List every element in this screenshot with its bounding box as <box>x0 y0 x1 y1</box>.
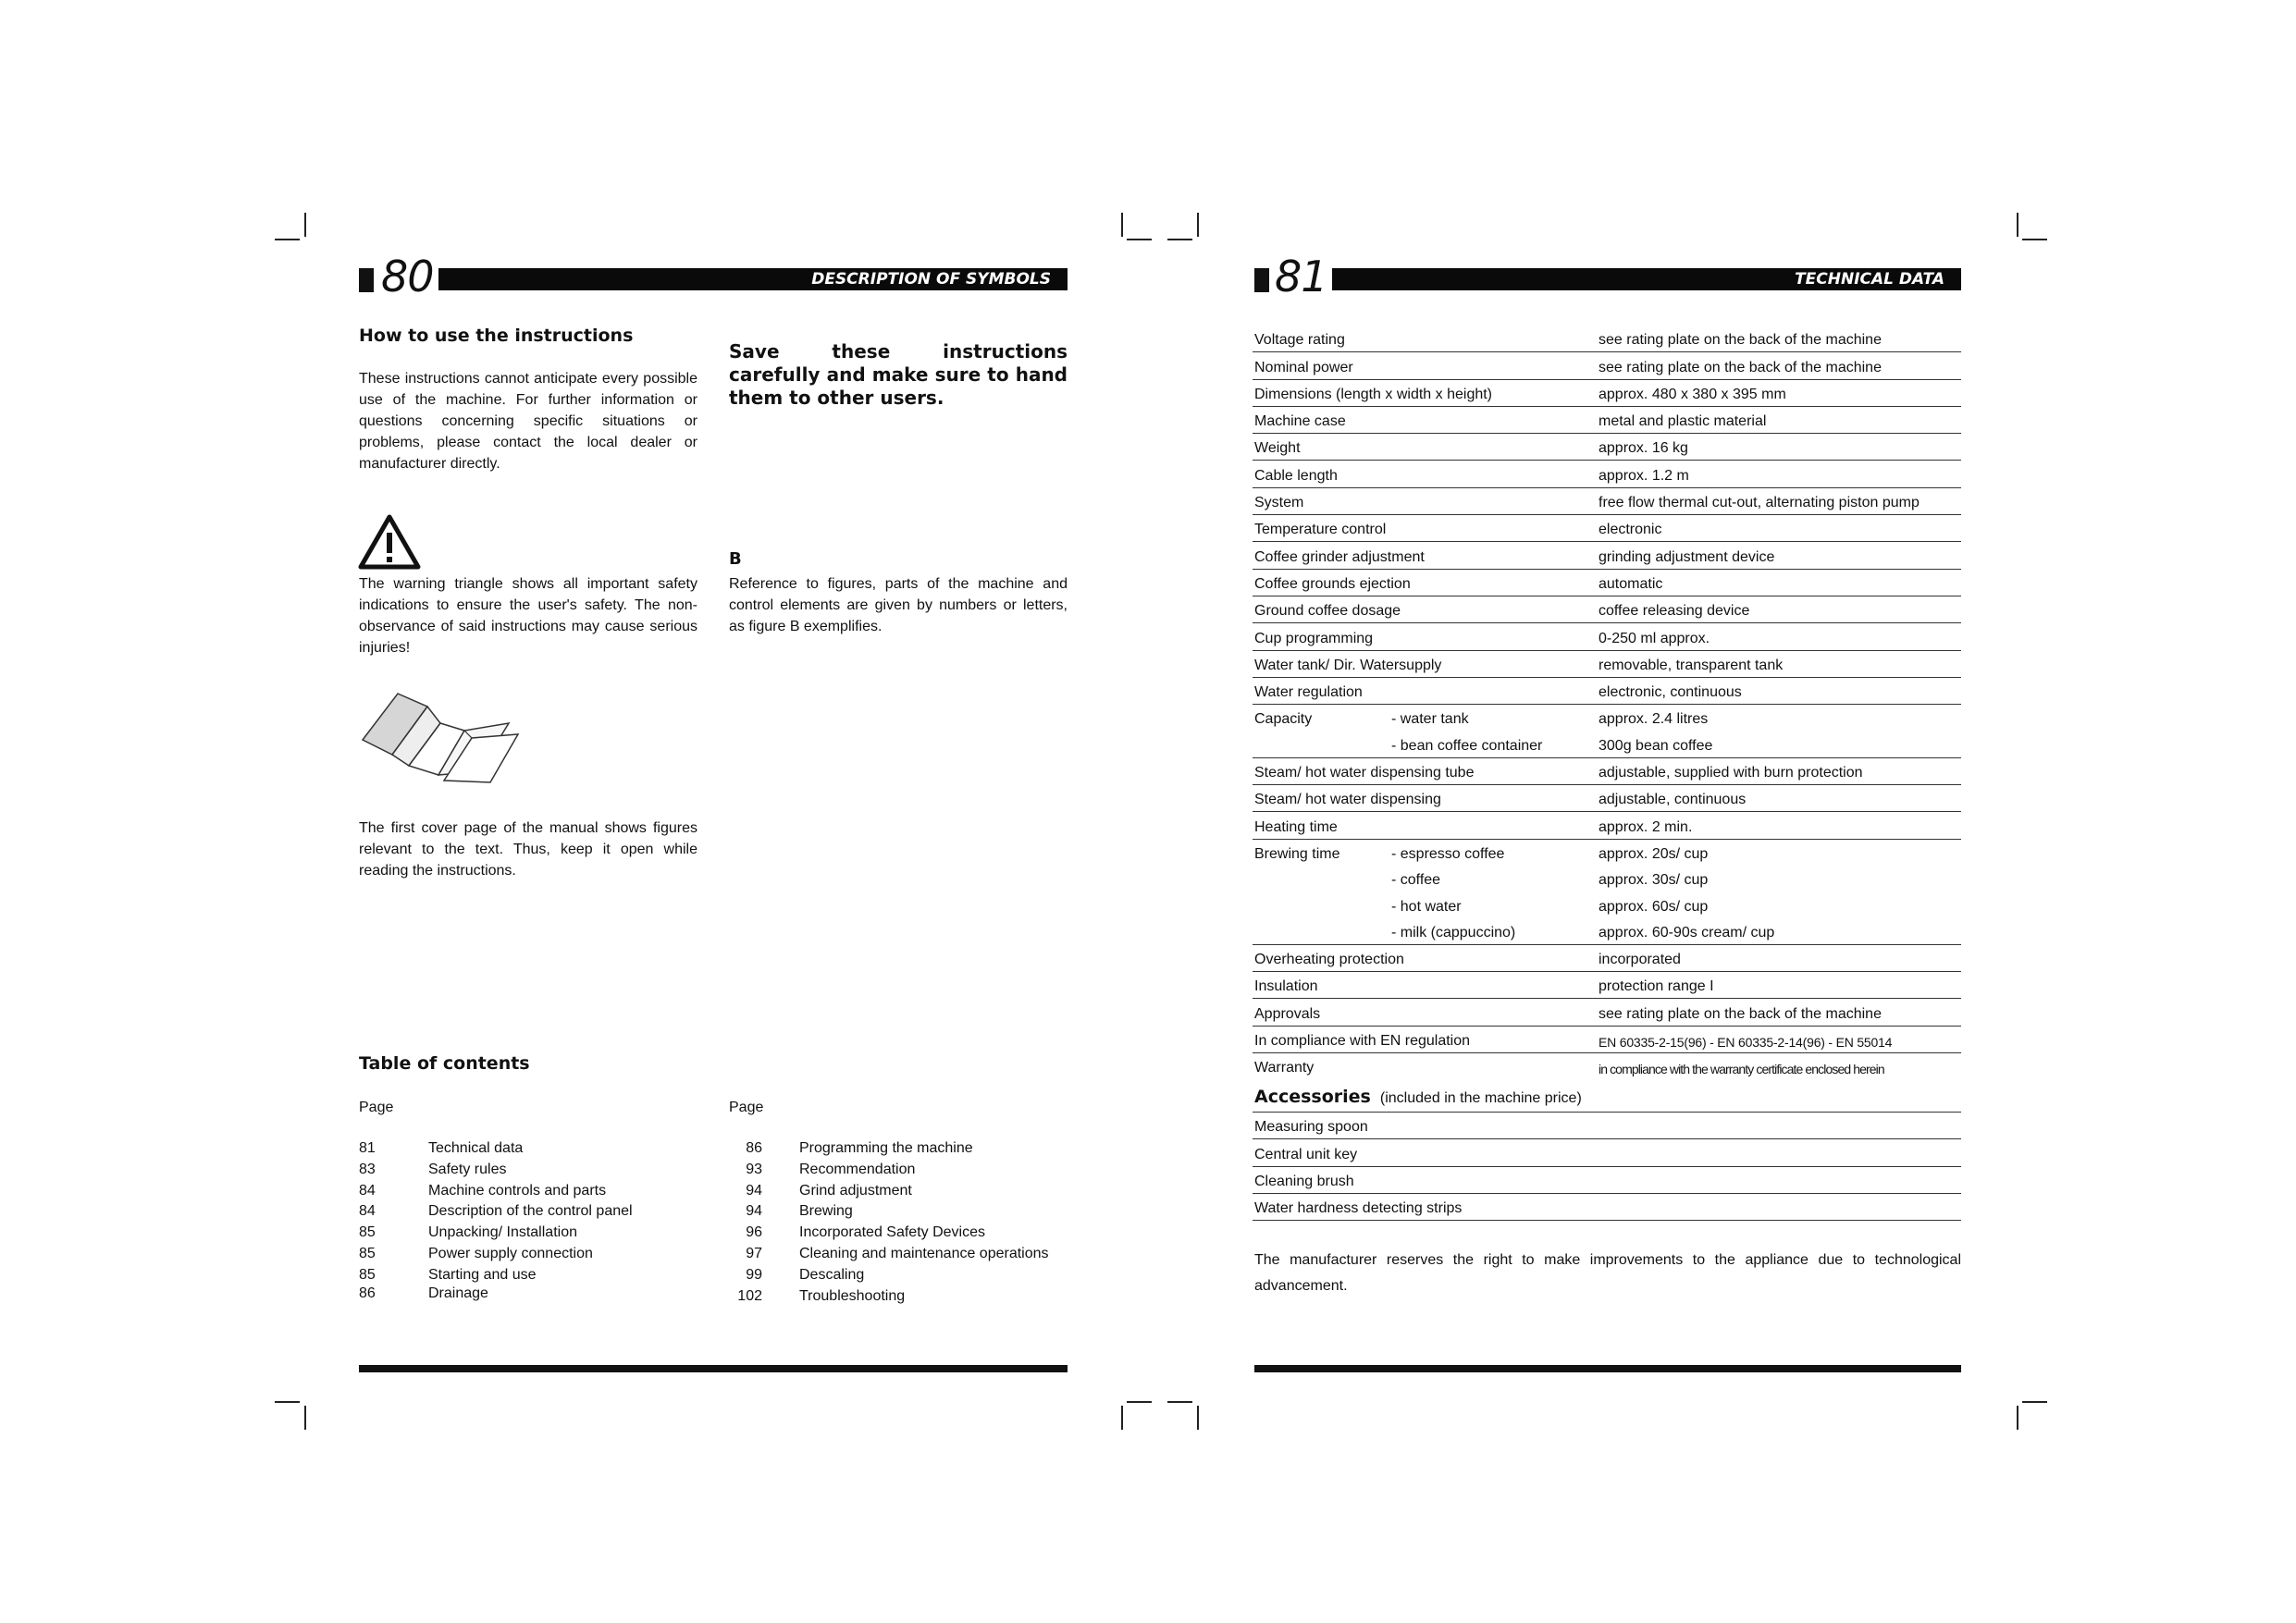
spec-row: Approvals see rating plate on the back of the machine <box>1253 999 1961 1026</box>
accessory-item: Measuring spoon <box>1253 1113 1961 1139</box>
toc-entry: 86 Drainage <box>359 1285 488 1301</box>
toc-entry: 94 Grind adjustment <box>746 1182 912 1199</box>
toc-entry: 97 Cleaning and maintenance operations <box>746 1245 1049 1261</box>
right-footer-rule <box>1254 1365 1961 1372</box>
spec-row: Weight approx. 16 kg <box>1253 434 1961 461</box>
left-footer-rule <box>359 1365 1068 1372</box>
spec-row: Water tank/ Dir. Watersupply removable, transparent tank <box>1253 651 1961 678</box>
spec-row: Cable length approx. 1.2 m <box>1253 461 1961 487</box>
toc-entry: 86 Programming the machine <box>746 1140 973 1156</box>
spec-row: Overheating protection incorporated <box>1253 945 1961 972</box>
section-header-bar: TECHNICAL DATA <box>1332 268 1961 290</box>
figure-ref-letter: B <box>729 549 742 569</box>
spec-row: Steam/ hot water dispensing adjustable, continuous <box>1253 785 1961 812</box>
accessories-heading: Accessories (included in the machine price) <box>1254 1087 1582 1107</box>
toc-heading: Table of contents <box>359 1053 530 1074</box>
spec-row: In compliance with EN regulation EN 60335-2-15(96) - EN 60335-2-14(96) - EN 55014 <box>1253 1027 1961 1053</box>
accessories-list <box>1253 1112 1961 1221</box>
figure-ref-text: Reference to figures, parts of the machine and control elements are given by numbers or letters, as figure B exemplifies. <box>729 576 1068 634</box>
spec-row-brewing-sub: - coffee approx. 30s/ cup <box>1391 872 1709 889</box>
spec-row-capacity-sub: - bean coffee container 300g bean coffee <box>1253 731 1961 757</box>
technical-data-table <box>1253 326 1961 1079</box>
spec-row: Coffee grinder adjustment grinding adjustment device <box>1253 542 1961 569</box>
toc-entry: 84 Description of the control panel <box>359 1203 633 1220</box>
toc-page-label-2: Page <box>729 1100 764 1115</box>
toc-entry: 93 Recommendation <box>746 1161 916 1177</box>
spec-row: Water regulation electronic, continuous <box>1253 678 1961 705</box>
spec-row: Insulation protection range I <box>1253 972 1961 999</box>
spec-row: Voltage rating see rating plate on the back of the machine <box>1253 326 1961 352</box>
toc-page-label: Page <box>359 1100 394 1115</box>
spec-row: Temperature control electronic <box>1253 515 1961 542</box>
accessory-item: Water hardness detecting strips <box>1253 1194 1961 1221</box>
accessory-item: Cleaning brush <box>1253 1167 1961 1194</box>
toc-entry: 96 Incorporated Safety Devices <box>746 1224 985 1241</box>
manufacturer-note: The manufacturer reserves the right to make improvements to the appliance due to technological advancement. <box>1254 1252 1961 1294</box>
spec-row: Coffee grounds ejection automatic <box>1253 570 1961 596</box>
save-note: Save these instructions carefully and make sure to hand them to other users. <box>729 340 1068 409</box>
spec-row: Ground coffee dosage coffee releasing device <box>1253 596 1961 623</box>
section-header-bar: DESCRIPTION OF SYMBOLS <box>438 268 1068 290</box>
spec-row: Steam/ hot water dispensing tube adjustable, supplied with burn protection <box>1253 758 1961 785</box>
toc-entry: 94 Brewing <box>746 1203 853 1220</box>
toc-entry: 99 Descaling <box>746 1266 865 1283</box>
toc-entry: 84 Machine controls and parts <box>359 1182 607 1199</box>
warning-triangle-icon <box>357 513 422 571</box>
spec-row: System free flow thermal cut-out, alternating piston pump <box>1253 488 1961 515</box>
toc-column-2 <box>729 1138 1049 1307</box>
how-to-text: These instructions cannot anticipate every possible use of the machine. For further information or questions concerning specific situations or problems, please contact the local dealer or manufacturer directly. <box>359 371 697 472</box>
spec-row-brewing-sub: - hot water approx. 60s/ cup <box>1391 898 1709 915</box>
spec-row: Dimensions (length x width x height) approx. 480 x 380 x 395 mm <box>1253 380 1961 407</box>
spec-row: Warranty in compliance with the warranty certificate enclosed herein <box>1254 1060 1884 1077</box>
cover-page-text: The first cover page of the manual shows figures relevant to the text. Thus, keep it open while reading the instructions. <box>359 820 697 879</box>
spec-row: Machine case metal and plastic material <box>1253 407 1961 434</box>
spec-row-capacity: Capacity - water tank approx. 2.4 litres <box>1254 711 1709 728</box>
page-number-marker <box>1254 268 1269 292</box>
spec-row-brewing-sub: - milk (cappuccino) approx. 60-90s cream/ cup <box>1253 918 1961 945</box>
open-manual-icon <box>361 686 527 788</box>
spec-row: Nominal power see rating plate on the back of the machine <box>1253 352 1961 379</box>
toc-entry: 83 Safety rules <box>359 1161 507 1177</box>
page-number-marker <box>359 268 374 292</box>
toc-entry: 85 Starting and use <box>359 1266 537 1283</box>
toc-column-1 <box>359 1138 633 1304</box>
how-to-heading: How to use the instructions <box>359 326 634 346</box>
spec-row: Heating time approx. 2 min. <box>1253 812 1961 839</box>
spec-row-brewing: Brewing time - espresso coffee approx. 20s/ cup <box>1254 845 1709 862</box>
page-number: 81 <box>1275 252 1327 301</box>
spec-row: Cup programming 0-250 ml approx. <box>1253 623 1961 650</box>
toc-entry: 85 Unpacking/ Installation <box>359 1224 577 1241</box>
toc-entry: 85 Power supply connection <box>359 1245 593 1261</box>
warning-text: The warning triangle shows all important safety indications to ensure the user's safety. The non-observance of said instructions may cause serious injuries! <box>359 576 697 656</box>
accessory-item: Central unit key <box>1253 1139 1961 1166</box>
toc-entry: 102 Troubleshooting <box>737 1287 906 1304</box>
toc-entry: 81 Technical data <box>359 1140 524 1156</box>
page-number: 80 <box>381 252 434 301</box>
